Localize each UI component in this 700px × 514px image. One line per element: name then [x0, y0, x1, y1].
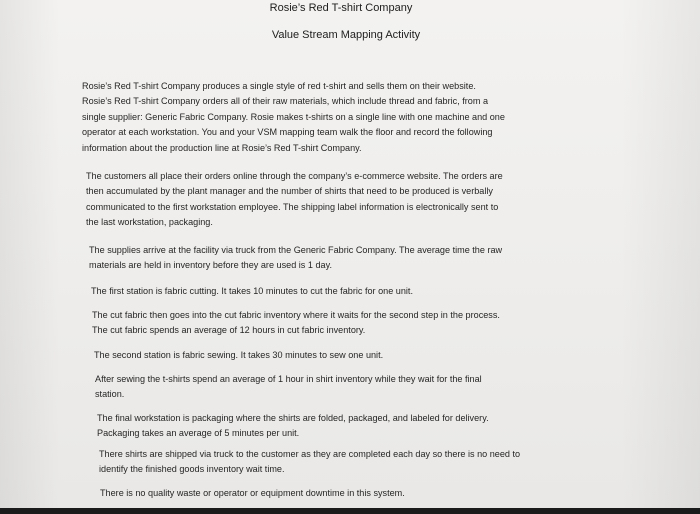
paragraph-shipping: There shirts are shipped via truck to the customer as they are completed each day so there is no need to identify the finished goods inventory wait time. [99, 449, 521, 475]
paragraph-shirt-inventory: After sewing the t-shirts spend an average of 1 hour in shirt inventory while they wait for the final station. [95, 374, 482, 400]
paragraph-intro: Rosie’s Red T-shirt Company produces a single style of red t-shirt and sells them on their website. Rosie’s Red T-shirt Company orders all of their raw materials, which include thread and fabric, from a single supplier: Generic Fabric Company. Rosie makes t-shirts on a single line with one machine and one operator at each workstation. You and your VSM mapping team walk the floor and record the following information about the production line at Rosie’s Red T-shirt Company. [82, 81, 505, 153]
paragraph-fabric-cutting: The first station is fabric cutting. It takes 10 minutes to cut the fabric for one unit. [91, 286, 413, 296]
desk-edge [0, 508, 700, 514]
document-title: Rosie’s Red T-shirt Company [269, 2, 413, 14]
paragraph-supplies: The supplies arrive at the facility via truck from the Generic Fabric Company. The average time the raw materials are held in inventory before they are used is 1 day. [89, 245, 503, 271]
paragraph-packaging: The final workstation is packaging where the shirts are folded, packaged, and labeled for delivery. Packaging takes an average of 5 minutes per unit. [97, 413, 489, 439]
paragraph-customer-orders: The customers all place their orders online through the company’s e-commerce website. The orders are then accumulated by the plant manager and the number of shirts that need to be produced is verbally communicated to the first workstation employee. The shipping label information is electronically sent to the last workstation, packaging. [86, 171, 503, 228]
page-shadow-right [620, 0, 700, 508]
paragraph-fabric-sewing: The second station is fabric sewing. It takes 30 minutes to sew one unit. [94, 350, 384, 360]
paragraph-no-waste: There is no quality waste or operator or equipment downtime in this system. [100, 488, 405, 498]
document-subtitle: Value Stream Mapping Activity [271, 29, 421, 41]
paragraph-cut-fabric-inventory: The cut fabric then goes into the cut fabric inventory where it waits for the second step in the process. The cut fabric spends an average of 12 hours in cut fabric inventory. [92, 310, 500, 336]
page-shadow-left [0, 0, 60, 508]
